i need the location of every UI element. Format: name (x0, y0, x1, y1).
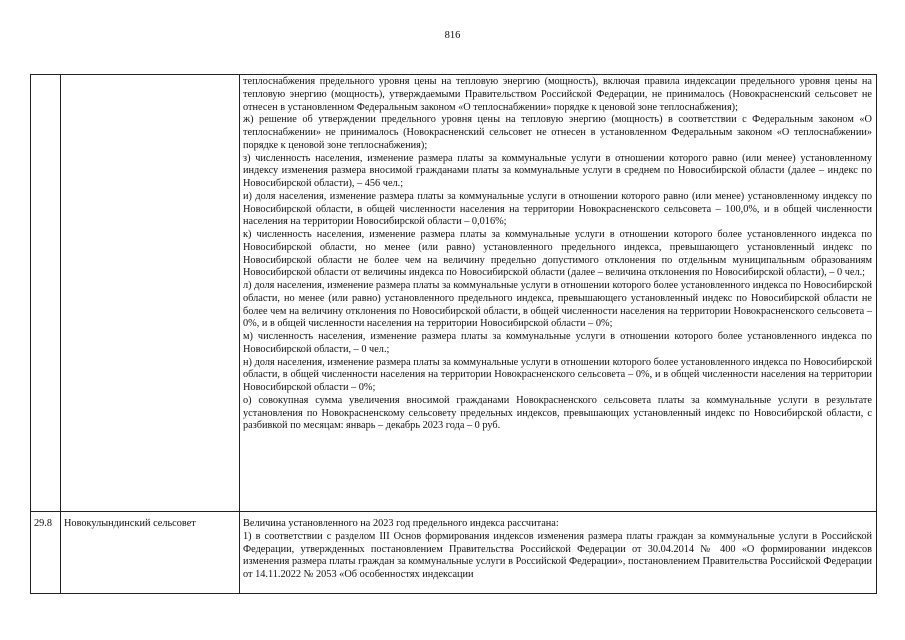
paragraph: м) численность населения, изменение размера платы за коммунальные услуги в отношении которого более установленного индекса по Новосибирской области, – 0 чел.; (243, 331, 872, 355)
row-number-cell (31, 75, 61, 512)
paragraph: к) численность населения, изменение размера платы за коммунальные услуги в отношении которого более установленного индекса по Новосибирской области, но менее (или равно) установленного предельного индекса, превышающего установленный индекс по Новосибирской области не более чем на величину предельно допустимого отклонения по отдельным муниципальным образованиям Новосибирской области от величины индекса по Новосибирской области (далее – величина отклонения по Новосибирской области), – 0 чел.; (243, 229, 872, 279)
description-cell (240, 75, 877, 512)
paragraph: л) доля населения, изменение размера платы за коммунальные услуги в отношении которого более установленного индекса по Новосибирской области, но менее (или равно) установленного предельного индекса, превышающего установленный индекс по Новосибирской области не более чем на величину отклонения по Новосибирской области, в общей численности населения на территории Новокрасненского сельсовета – 0%, и в общей численности населения на территории Новосибирской области – 0%; (243, 280, 872, 330)
paragraph: 1) в соответствии с разделом III Основ формирования индексов изменения размера платы граждан за коммунальные услуги в Российской Федерации, утвержденных постановлением Правительства Российской Федерации от 30.04.2014 № 400 «О формировании индексов изменения размера платы граждан за коммунальные услуги в Российской Федерации», постановлением Правительства Российской Федерации от 14.11.2022 № 2053 «Об особенностях индексации (243, 530, 872, 580)
municipality-name-cell: Новокулындинский сельсовет (61, 512, 240, 594)
paragraph: ж) решение об утверждении предельного уровня цены на тепловую энергию (мощность) в соответствии с Федеральным законом «О теплоснабжении» не принималось (Новокрасненский сельсовет не отнесен в установленном Федеральным законом «О теплоснабжении» порядке к ценовой зоне теплоснабжения); (243, 114, 872, 151)
paragraph: з) численность населения, изменение размера платы за коммунальные услуги в отношении которого равно (или менее) установленному индексу изменения размера вносимой гражданами платы за коммунальные услуги в среднем по Новосибирской области (далее – индекс по Новосибирской области), – 456 чел.; (243, 152, 872, 189)
description-clip (243, 518, 872, 592)
municipality-name-cell (61, 75, 240, 512)
row-number-cell: 29.8 (31, 512, 61, 594)
paragraph: н) доля населения, изменение размера платы за коммунальные услуги в отношении которого более установленного индекса по Новосибирской области, в общей численности населения на территории Новокрасненского сельсовета – 0%, и в общей численности населения на территории Новосибирской области – 0%; (243, 356, 872, 393)
description-cell (240, 512, 877, 594)
table-row (31, 512, 877, 594)
paragraph: Величина установленного на 2023 год предельного индекса рассчитана: (243, 518, 559, 529)
table-row (31, 75, 877, 512)
paragraph: о) совокупная сумма увеличения вносимой гражданами Новокрасненского сельсовета платы за коммунальные услуги в результате установления по Новокрасненскому сельсовету предельных индексов, превышающих установленный индекс по Новосибирской области, с разбивкой по месяцам: январь – декабрь 2023 года – 0 руб. (243, 394, 872, 432)
document-table (30, 74, 877, 594)
page-number: 816 (444, 30, 461, 41)
paragraph: и) доля населения, изменение размера платы за коммунальные услуги в отношении которого равно (или менее) установленному индексу по Новосибирской области, в общей численности населения на территории Новокрасненского сельсовета – 100,0%, и в общей численности населения на территории Новосибирской области – 0,016%; (243, 190, 872, 228)
paragraph: теплоснабжения предельного уровня цены на тепловую энергию (мощность), включая правила индексации предельного уровня цены на тепловую энергию (мощность), утверждаемыми Правительством Российской Федерации, не принималось (Новокрасненский сельсовет не отнесен в установленном Федеральным законом «О теплоснабжении» порядке к ценовой зоне теплоснабжения); (243, 76, 872, 113)
